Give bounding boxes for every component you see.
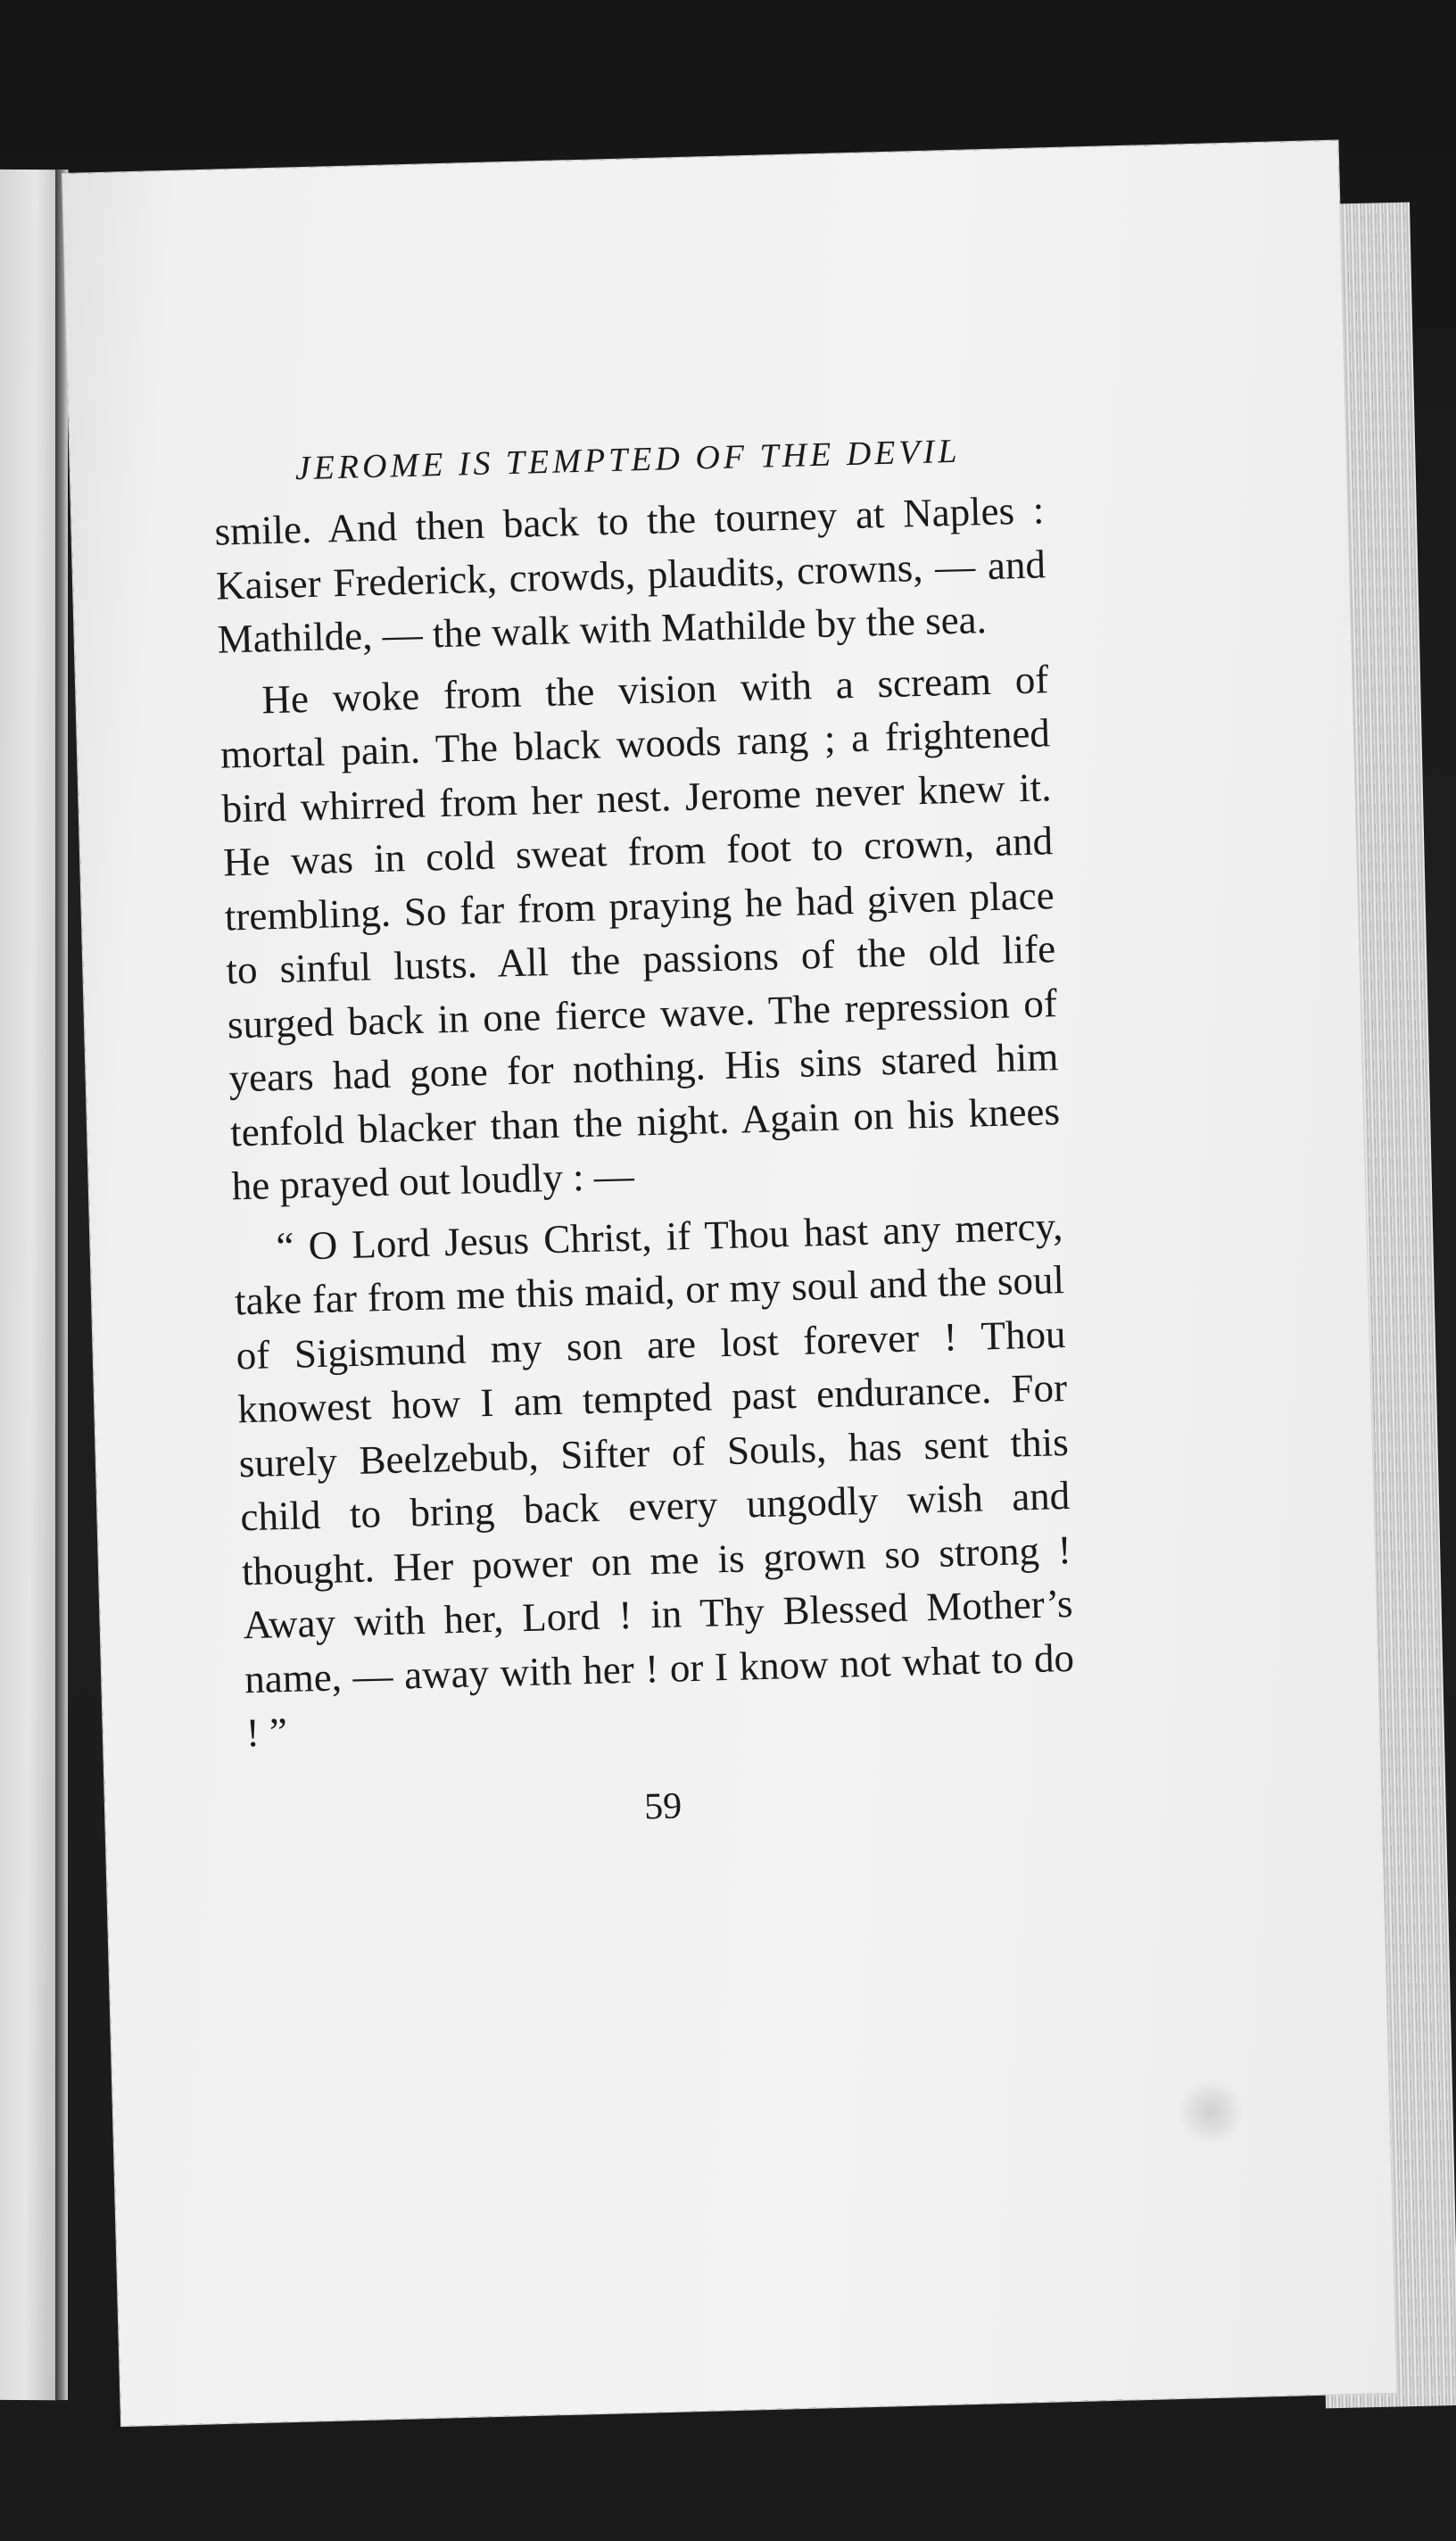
paragraph-1: smile. And then back to the tourney at Naples : Kaiser Frederick, crowds, plaudits, crowns, — and Mathilde, — the walk with Mathilde by the sea.: [213, 487, 1046, 662]
book-gutter: [55, 170, 68, 2400]
page-number: 59: [643, 1784, 682, 1828]
paragraph-3: “ O Lord Jesus Christ, if Thou hast any mercy, take far from me this maid, or my soul and the soul of Sigismund my son are lost forever ! Thou knowest how I am tempted past endurance. For surely Beelzebub, Sifter of Souls, has sent this child to bring back every ungodly wish and thought. Her power on me is grown so strong ! Away with her, Lord ! in Thy Blessed Mother’s name, — away with her ! or I know not what to do ! ”: [234, 1203, 1075, 1756]
running-head: JEROME IS TEMPTED OF THE DEVIL: [294, 432, 961, 488]
page-content: [212, 429, 1078, 1838]
page-smudge: [1174, 2080, 1247, 2144]
book-page: [62, 141, 1397, 2427]
paragraph-2: He woke from the vision with a scream of mortal pain. The black woods rang ; a frightened bird whirred from her nest. Jerome never knew it. He was in cold sweat from foot to crown, and trembling. So far from praying he had given place to sinful lusts. All the passions of the old life surged back in one fierce wave. The repression of years had gone for nothing. His sins stared him tenfold blacker than the night. Again on his knees he prayed out loudly : —: [219, 656, 1061, 1209]
